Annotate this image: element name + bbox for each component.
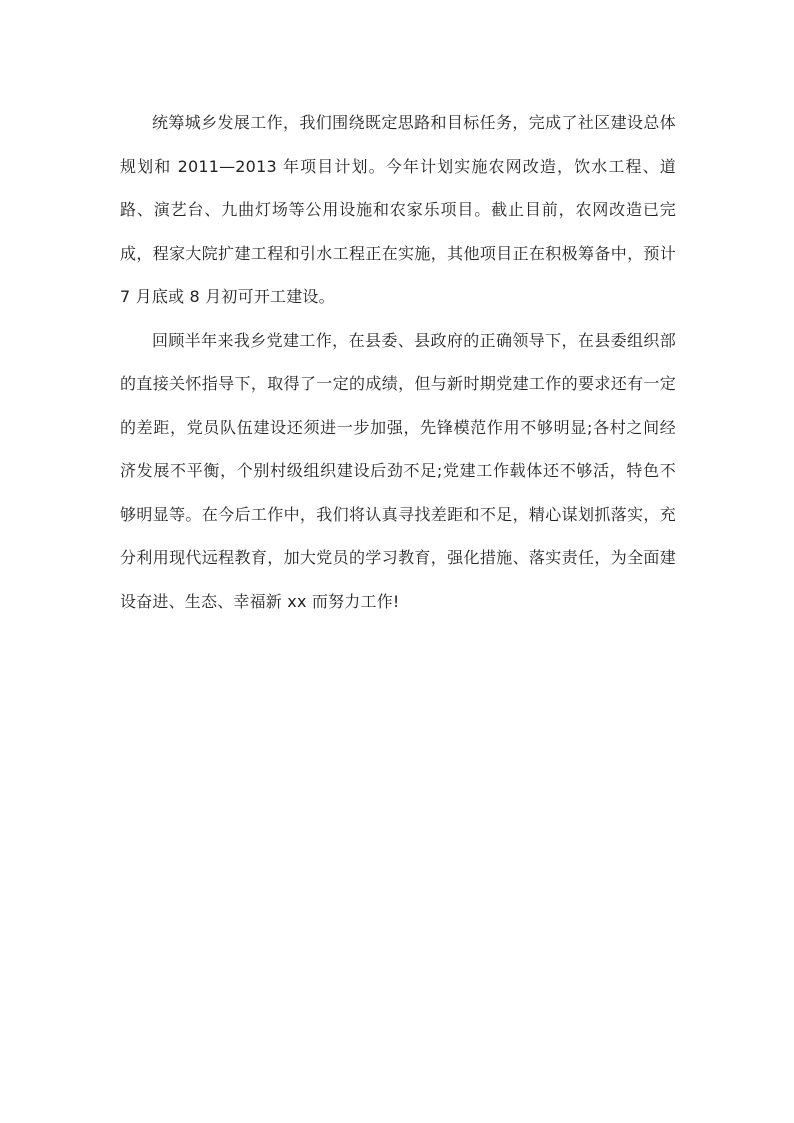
paragraph-party-building-review: 回顾半年来我乡党建工作，在县委、县政府的正确领导下，在县委组织部的直接关怀指导下，取得了一定的成绩，但与新时期党建工作的要求还有一定的差距，党员队伍建设还须进一步加强，先锋模范作用不够明显;各村之间经济发展不平衡，个别村级组织建设后劲不足;党建工作载体还不够活，特色不够明显等。在今后工作中，我们将认真寻找差距和不足，精心谋划抓落实，充分利用现代远程教育，加大党员的学习教育，强化措施、落实责任，为全面建设奋进、生态、幸福新 xx 而努力工作! [120,330,676,611]
document-page [120,101,676,623]
paragraph-urban-rural-development: 统筹城乡发展工作，我们围绕既定思路和目标任务，完成了社区建设总体规划和 2011—2013 年项目计划。今年计划实施农网改造，饮水工程、道路、演艺台、九曲灯场等公用设施和农家乐项目。截止目前，农网改造已完成，程家大院扩建工程和引水工程正在实施，其他项目正在积极筹备中，预计 7 月底或 8 月初可开工建设。 [120,113,676,306]
